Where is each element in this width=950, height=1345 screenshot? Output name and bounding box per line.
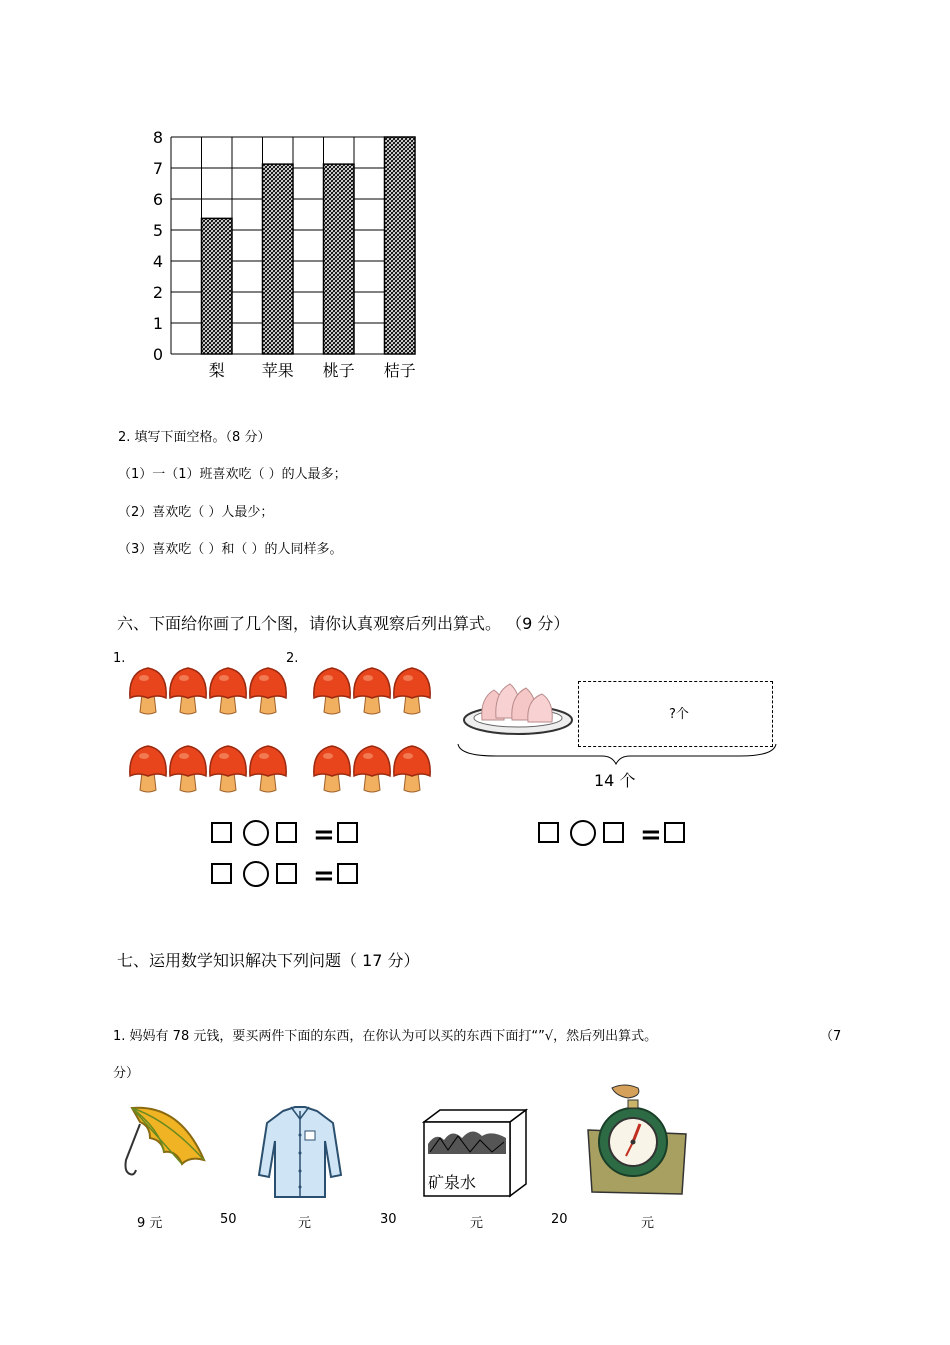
q2-item-1: （1）一（1）班喜欢吃（ ）的人最多； <box>118 467 347 482</box>
bar <box>385 137 416 354</box>
answer-box[interactable] <box>664 822 685 843</box>
operator-circle[interactable] <box>570 820 596 846</box>
answer-box[interactable] <box>276 863 297 884</box>
mushroom-icon <box>128 664 168 720</box>
category-label: 桃子 <box>322 361 355 380</box>
bar <box>202 218 233 354</box>
category-label: 梨 <box>208 361 225 380</box>
section6-label-2: 2. <box>286 651 299 666</box>
answer-box[interactable] <box>538 822 559 843</box>
y-tick-label: 4 <box>152 252 163 271</box>
operator-circle[interactable] <box>243 820 269 846</box>
operator-circle[interactable] <box>243 861 269 887</box>
answer-box[interactable] <box>337 822 358 843</box>
q2-title: 2. 填写下面空格。（8 分） <box>118 430 271 445</box>
price-water-unit: 元 <box>470 1216 484 1231</box>
mushroom-icon <box>168 664 208 720</box>
y-tick-label: 7 <box>152 159 163 178</box>
unknown-box <box>578 681 773 747</box>
q2-item-3: （3）喜欢吃（ ）和（ ）的人同样多。 <box>118 542 343 557</box>
section7-heading: 七、运用数学知识解决下列问题（ 17 分） <box>117 951 420 970</box>
mushroom-icon <box>352 742 392 798</box>
y-tick-label: 8 <box>152 128 163 147</box>
problem-line-2: 分） <box>113 1066 140 1081</box>
price-umbrella: 9 元 <box>137 1216 163 1231</box>
shirt-icon <box>255 1105 345 1200</box>
section6-label-1: 1. <box>113 651 126 666</box>
section6-heading: 六、下面给你画了几个图，请你认真观察后列出算式。 （9 分） <box>117 614 570 633</box>
answer-box[interactable] <box>337 863 358 884</box>
y-tick-label: 1 <box>152 314 163 333</box>
bar-chart <box>140 125 440 390</box>
answer-box[interactable] <box>603 822 624 843</box>
y-tick-label: 0 <box>152 345 163 364</box>
price-water-number: 30 <box>380 1212 397 1227</box>
answer-box[interactable] <box>276 822 297 843</box>
mushroom-icon <box>248 742 288 798</box>
mushroom-icon <box>392 742 432 798</box>
umbrella-icon <box>120 1100 210 1190</box>
water-label: 矿泉水 <box>428 1173 477 1192</box>
mushroom-icon <box>312 742 352 798</box>
price-clock-number: 20 <box>551 1212 568 1227</box>
total-label: 14 个 <box>594 771 636 790</box>
y-tick-label: 5 <box>152 221 163 240</box>
bar <box>324 164 355 354</box>
problem-points: （7 <box>820 1029 842 1044</box>
category-label: 苹果 <box>261 361 294 380</box>
unknown-label: ?个 <box>669 707 689 722</box>
y-tick-label: 6 <box>152 190 163 209</box>
equals-sign: = <box>313 820 335 850</box>
price-clock-unit: 元 <box>641 1216 655 1231</box>
mushroom-icon <box>248 664 288 720</box>
alarm-clock-icon <box>582 1082 692 1202</box>
bar <box>263 164 294 354</box>
mushroom-icon <box>168 742 208 798</box>
peach-plate-icon <box>460 680 580 740</box>
y-tick-label: 2 <box>152 283 163 302</box>
mushroom-icon <box>312 664 352 720</box>
mushroom-icon <box>128 742 168 798</box>
mushroom-icon <box>208 664 248 720</box>
equals-sign: = <box>640 820 662 850</box>
mushroom-icon <box>392 664 432 720</box>
price-shirt-unit: 元 <box>298 1216 312 1231</box>
answer-box[interactable] <box>211 863 232 884</box>
equals-sign: = <box>313 861 335 891</box>
mushroom-icon <box>352 664 392 720</box>
q2-item-2: （2）喜欢吃（ ）人最少； <box>118 505 274 520</box>
mushroom-icon <box>208 742 248 798</box>
price-shirt-number: 50 <box>220 1212 237 1227</box>
category-label: 桔子 <box>383 361 416 380</box>
brace-icon <box>456 742 780 766</box>
problem-line-1: 1. 妈妈有 78 元钱，要买两件下面的东西，在你认为可以买的东西下面打“”√，然后列出算式。 <box>113 1029 658 1044</box>
answer-box[interactable] <box>211 822 232 843</box>
